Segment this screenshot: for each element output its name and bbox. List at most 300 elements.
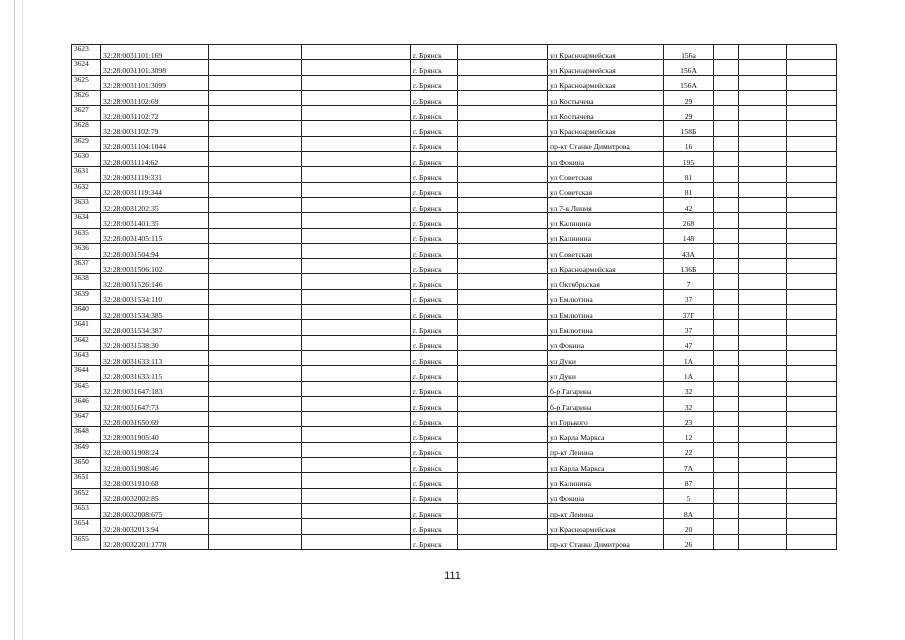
empty-cell <box>209 228 302 243</box>
empty-cell <box>739 427 787 442</box>
row-number-cell: 3633 <box>72 197 101 212</box>
empty-cell <box>714 503 739 518</box>
empty-cell <box>209 427 302 442</box>
row-number-cell: 3642 <box>72 335 101 350</box>
empty-cell <box>209 152 302 167</box>
empty-cell <box>739 412 787 427</box>
city-cell: г. Брянск <box>411 427 458 442</box>
empty-cell <box>302 136 411 151</box>
empty-cell <box>458 60 548 75</box>
table-row <box>72 503 837 518</box>
row-number-cell: 3629 <box>72 136 101 151</box>
street-cell: ул Карла Маркса <box>548 458 664 473</box>
house-number-cell: 148 <box>664 228 714 243</box>
empty-cell <box>209 243 302 258</box>
table-row <box>72 289 837 304</box>
city-cell: г. Брянск <box>411 75 458 90</box>
table-row <box>72 396 837 411</box>
empty-cell <box>302 335 411 350</box>
row-number-cell: 3654 <box>72 519 101 534</box>
table-row <box>72 442 837 457</box>
street-cell: ул Советская <box>548 167 664 182</box>
city-cell: г. Брянск <box>411 412 458 427</box>
empty-cell <box>302 534 411 549</box>
cadastral-number-cell: 32:28:0031905:40 <box>101 427 209 442</box>
scan-edge-line <box>22 0 23 640</box>
empty-cell <box>209 350 302 365</box>
cadastral-number-cell: 32:28:0031633:115 <box>101 366 209 381</box>
empty-cell <box>739 396 787 411</box>
empty-cell <box>739 366 787 381</box>
empty-cell <box>302 228 411 243</box>
cadastral-number-cell: 32:28:0031101:169 <box>101 45 209 60</box>
empty-cell <box>787 259 837 274</box>
empty-cell <box>787 534 837 549</box>
empty-cell <box>714 197 739 212</box>
cadastral-number-cell: 32:28:0031506:102 <box>101 259 209 274</box>
empty-cell <box>739 182 787 197</box>
street-cell: б-р Гагарина <box>548 381 664 396</box>
empty-cell <box>787 121 837 136</box>
cadastral-number-cell: 32:28:0031526:146 <box>101 274 209 289</box>
empty-cell <box>714 90 739 105</box>
empty-cell <box>739 213 787 228</box>
table-row <box>72 366 837 381</box>
house-number-cell: 156а <box>664 45 714 60</box>
cadastral-number-cell: 32:28:0031504:94 <box>101 243 209 258</box>
empty-cell <box>209 473 302 488</box>
house-number-cell: 23 <box>664 412 714 427</box>
empty-cell <box>458 427 548 442</box>
table-row <box>72 106 837 121</box>
empty-cell <box>302 458 411 473</box>
table-row <box>72 473 837 488</box>
empty-cell <box>714 320 739 335</box>
empty-cell <box>739 228 787 243</box>
empty-cell <box>458 396 548 411</box>
street-cell: ул Емлютина <box>548 305 664 320</box>
row-number-cell: 3627 <box>72 106 101 121</box>
street-cell: ул Карла Маркса <box>548 427 664 442</box>
street-cell: ул Красноармейская <box>548 75 664 90</box>
empty-cell <box>302 167 411 182</box>
street-cell: ул Калинина <box>548 473 664 488</box>
city-cell: г. Брянск <box>411 442 458 457</box>
cadastral-number-cell: 32:28:0032008:675 <box>101 503 209 518</box>
row-number-cell: 3634 <box>72 213 101 228</box>
empty-cell <box>739 335 787 350</box>
city-cell: г. Брянск <box>411 136 458 151</box>
empty-cell <box>458 473 548 488</box>
empty-cell <box>714 534 739 549</box>
row-number-cell: 3645 <box>72 381 101 396</box>
street-cell: ул Советская <box>548 182 664 197</box>
cadastral-number-cell: 32:28:0031650:69 <box>101 412 209 427</box>
city-cell: г. Брянск <box>411 197 458 212</box>
empty-cell <box>209 305 302 320</box>
row-number-cell: 3626 <box>72 90 101 105</box>
table-row <box>72 412 837 427</box>
empty-cell <box>209 519 302 534</box>
table-row <box>72 259 837 274</box>
city-cell: г. Брянск <box>411 289 458 304</box>
empty-cell <box>209 259 302 274</box>
empty-cell <box>302 90 411 105</box>
empty-cell <box>714 106 739 121</box>
cadastral-number-cell: 32:28:0031910:68 <box>101 473 209 488</box>
city-cell: г. Брянск <box>411 45 458 60</box>
table-row <box>72 228 837 243</box>
city-cell: г. Брянск <box>411 396 458 411</box>
house-number-cell: 7А <box>664 458 714 473</box>
empty-cell <box>458 274 548 289</box>
empty-cell <box>209 335 302 350</box>
street-cell: ул Костычева <box>548 90 664 105</box>
empty-cell <box>458 213 548 228</box>
row-number-cell: 3640 <box>72 305 101 320</box>
empty-cell <box>787 473 837 488</box>
empty-cell <box>458 121 548 136</box>
row-number-cell: 3646 <box>72 396 101 411</box>
empty-cell <box>209 396 302 411</box>
table-row <box>72 458 837 473</box>
empty-cell <box>209 458 302 473</box>
empty-cell <box>787 412 837 427</box>
empty-cell <box>458 519 548 534</box>
street-cell: ул Калинина <box>548 228 664 243</box>
empty-cell <box>458 243 548 258</box>
table-row <box>72 274 837 289</box>
empty-cell <box>302 366 411 381</box>
empty-cell <box>787 167 837 182</box>
empty-cell <box>458 167 548 182</box>
cadastral-number-cell: 32:28:0031405:115 <box>101 228 209 243</box>
empty-cell <box>739 121 787 136</box>
house-number-cell: 136Б <box>664 259 714 274</box>
empty-cell <box>714 121 739 136</box>
row-number-cell: 3641 <box>72 320 101 335</box>
row-number-cell: 3655 <box>72 534 101 549</box>
page-number: 111 <box>444 570 461 582</box>
table-row <box>72 534 837 549</box>
empty-cell <box>458 381 548 396</box>
house-number-cell: 81 <box>664 182 714 197</box>
house-number-cell: 47 <box>664 335 714 350</box>
empty-cell <box>787 90 837 105</box>
row-number-cell: 3649 <box>72 442 101 457</box>
city-cell: г. Брянск <box>411 488 458 503</box>
house-number-cell: 156А <box>664 75 714 90</box>
empty-cell <box>302 412 411 427</box>
cadastral-number-cell: 32:28:0031534:110 <box>101 289 209 304</box>
house-number-cell: 37Г <box>664 305 714 320</box>
empty-cell <box>209 106 302 121</box>
city-cell: г. Брянск <box>411 121 458 136</box>
empty-cell <box>714 45 739 60</box>
house-number-cell: 20 <box>664 519 714 534</box>
empty-cell <box>739 305 787 320</box>
empty-cell <box>739 381 787 396</box>
cadastral-number-cell: 32:28:0031104:1044 <box>101 136 209 151</box>
empty-cell <box>787 213 837 228</box>
cadastral-number-cell: 32:28:0032013:94 <box>101 519 209 534</box>
house-number-cell: 32 <box>664 396 714 411</box>
house-number-cell: 195 <box>664 152 714 167</box>
empty-cell <box>714 182 739 197</box>
row-number-cell: 3623 <box>72 45 101 60</box>
city-cell: г. Брянск <box>411 320 458 335</box>
empty-cell <box>714 289 739 304</box>
city-cell: г. Брянск <box>411 305 458 320</box>
empty-cell <box>209 75 302 90</box>
empty-cell <box>787 442 837 457</box>
city-cell: г. Брянск <box>411 473 458 488</box>
table-row <box>72 121 837 136</box>
empty-cell <box>739 60 787 75</box>
house-number-cell: 8А <box>664 503 714 518</box>
empty-cell <box>458 442 548 457</box>
empty-cell <box>714 366 739 381</box>
city-cell: г. Брянск <box>411 519 458 534</box>
empty-cell <box>302 45 411 60</box>
empty-cell <box>787 152 837 167</box>
table-row <box>72 350 837 365</box>
street-cell: ул Красноармейская <box>548 519 664 534</box>
street-cell: ул Красноармейская <box>548 60 664 75</box>
empty-cell <box>458 90 548 105</box>
house-number-cell: 37 <box>664 320 714 335</box>
empty-cell <box>787 197 837 212</box>
empty-cell <box>209 182 302 197</box>
empty-cell <box>209 167 302 182</box>
street-cell: ул Костычева <box>548 106 664 121</box>
row-number-cell: 3651 <box>72 473 101 488</box>
empty-cell <box>739 488 787 503</box>
empty-cell <box>739 45 787 60</box>
empty-cell <box>209 412 302 427</box>
empty-cell <box>209 366 302 381</box>
table-row <box>72 45 837 60</box>
cadastral-number-cell: 32:28:0031633:113 <box>101 350 209 365</box>
empty-cell <box>302 182 411 197</box>
street-cell: ул Калинина <box>548 213 664 228</box>
empty-cell <box>458 228 548 243</box>
empty-cell <box>714 458 739 473</box>
cadastral-number-cell: 32:28:0032002:85 <box>101 488 209 503</box>
cadastral-number-cell: 32:28:0031538:30 <box>101 335 209 350</box>
empty-cell <box>209 197 302 212</box>
empty-cell <box>302 197 411 212</box>
empty-cell <box>458 488 548 503</box>
street-cell: ул Горького <box>548 412 664 427</box>
table-row <box>72 213 837 228</box>
table-row <box>72 152 837 167</box>
house-number-cell: 22 <box>664 442 714 457</box>
table-row <box>72 75 837 90</box>
house-number-cell: 5 <box>664 488 714 503</box>
empty-cell <box>739 458 787 473</box>
city-cell: г. Брянск <box>411 60 458 75</box>
empty-cell <box>302 75 411 90</box>
empty-cell <box>787 350 837 365</box>
empty-cell <box>714 136 739 151</box>
empty-cell <box>787 136 837 151</box>
empty-cell <box>458 75 548 90</box>
empty-cell <box>458 106 548 121</box>
empty-cell <box>302 473 411 488</box>
row-number-cell: 3643 <box>72 350 101 365</box>
empty-cell <box>458 152 548 167</box>
empty-cell <box>714 335 739 350</box>
empty-cell <box>209 289 302 304</box>
house-number-cell: 32 <box>664 381 714 396</box>
row-number-cell: 3637 <box>72 259 101 274</box>
registry-table-body <box>72 45 837 550</box>
city-cell: г. Брянск <box>411 458 458 473</box>
empty-cell <box>302 106 411 121</box>
empty-cell <box>302 152 411 167</box>
empty-cell <box>714 350 739 365</box>
empty-cell <box>787 396 837 411</box>
empty-cell <box>458 182 548 197</box>
street-cell: ул Фокина <box>548 152 664 167</box>
house-number-cell: 29 <box>664 90 714 105</box>
empty-cell <box>787 106 837 121</box>
cadastral-number-cell: 32:28:0031534:387 <box>101 320 209 335</box>
street-cell: ул Красноармейская <box>548 45 664 60</box>
table-row <box>72 243 837 258</box>
empty-cell <box>739 75 787 90</box>
empty-cell <box>302 121 411 136</box>
row-number-cell: 3639 <box>72 289 101 304</box>
empty-cell <box>714 167 739 182</box>
city-cell: г. Брянск <box>411 182 458 197</box>
empty-cell <box>739 197 787 212</box>
table-row <box>72 305 837 320</box>
empty-cell <box>714 75 739 90</box>
city-cell: г. Брянск <box>411 366 458 381</box>
table-row <box>72 182 837 197</box>
cadastral-number-cell: 32:28:0031119:331 <box>101 167 209 182</box>
empty-cell <box>739 136 787 151</box>
table-row <box>72 90 837 105</box>
empty-cell <box>714 396 739 411</box>
street-cell: ул Дуки <box>548 366 664 381</box>
empty-cell <box>739 519 787 534</box>
empty-cell <box>302 213 411 228</box>
registry-table <box>71 44 837 550</box>
empty-cell <box>209 121 302 136</box>
empty-cell <box>458 503 548 518</box>
house-number-cell: 268 <box>664 213 714 228</box>
cadastral-number-cell: 32:28:0031101:3099 <box>101 75 209 90</box>
empty-cell <box>714 228 739 243</box>
row-number-cell: 3635 <box>72 228 101 243</box>
house-number-cell: 156А <box>664 60 714 75</box>
empty-cell <box>739 473 787 488</box>
street-cell: ул Емлютина <box>548 289 664 304</box>
scan-edge-line <box>14 0 15 640</box>
table-row <box>72 167 837 182</box>
empty-cell <box>458 320 548 335</box>
street-cell: ул Советская <box>548 243 664 258</box>
city-cell: г. Брянск <box>411 335 458 350</box>
house-number-cell: 12 <box>664 427 714 442</box>
empty-cell <box>209 503 302 518</box>
row-number-cell: 3644 <box>72 366 101 381</box>
empty-cell <box>209 213 302 228</box>
empty-cell <box>302 396 411 411</box>
empty-cell <box>302 381 411 396</box>
empty-cell <box>302 519 411 534</box>
empty-cell <box>787 60 837 75</box>
empty-cell <box>739 152 787 167</box>
empty-cell <box>787 243 837 258</box>
cadastral-number-cell: 32:28:0031647:73 <box>101 396 209 411</box>
empty-cell <box>714 442 739 457</box>
empty-cell <box>739 534 787 549</box>
cadastral-number-cell: 32:28:0031647:183 <box>101 381 209 396</box>
empty-cell <box>787 289 837 304</box>
street-cell: пр-кт Ленина <box>548 503 664 518</box>
cadastral-number-cell: 32:28:0031401:35 <box>101 213 209 228</box>
empty-cell <box>714 259 739 274</box>
cadastral-number-cell: 32:28:0031101:3098 <box>101 60 209 75</box>
empty-cell <box>787 381 837 396</box>
empty-cell <box>787 228 837 243</box>
city-cell: г. Брянск <box>411 274 458 289</box>
empty-cell <box>302 320 411 335</box>
empty-cell <box>714 274 739 289</box>
empty-cell <box>739 243 787 258</box>
street-cell: ул Красноармейская <box>548 121 664 136</box>
table-row <box>72 427 837 442</box>
empty-cell <box>209 442 302 457</box>
empty-cell <box>209 136 302 151</box>
row-number-cell: 3648 <box>72 427 101 442</box>
row-number-cell: 3652 <box>72 488 101 503</box>
row-number-cell: 3632 <box>72 182 101 197</box>
table-row <box>72 381 837 396</box>
empty-cell <box>714 152 739 167</box>
house-number-cell: 87 <box>664 473 714 488</box>
house-number-cell: 1А <box>664 366 714 381</box>
empty-cell <box>714 412 739 427</box>
empty-cell <box>787 519 837 534</box>
empty-cell <box>458 534 548 549</box>
empty-cell <box>787 75 837 90</box>
empty-cell <box>302 350 411 365</box>
street-cell: ул Фокина <box>548 335 664 350</box>
empty-cell <box>209 45 302 60</box>
street-cell: ул 7-я Линия <box>548 197 664 212</box>
empty-cell <box>209 274 302 289</box>
cadastral-number-cell: 32:28:0031119:344 <box>101 182 209 197</box>
house-number-cell: 7 <box>664 274 714 289</box>
house-number-cell: 43А <box>664 243 714 258</box>
empty-cell <box>458 289 548 304</box>
empty-cell <box>714 60 739 75</box>
street-cell: пр-кт Станке Димитрова <box>548 534 664 549</box>
cadastral-number-cell: 32:28:0031908:46 <box>101 458 209 473</box>
city-cell: г. Брянск <box>411 381 458 396</box>
empty-cell <box>302 442 411 457</box>
empty-cell <box>302 305 411 320</box>
row-number-cell: 3630 <box>72 152 101 167</box>
empty-cell <box>458 305 548 320</box>
empty-cell <box>458 259 548 274</box>
empty-cell <box>302 488 411 503</box>
